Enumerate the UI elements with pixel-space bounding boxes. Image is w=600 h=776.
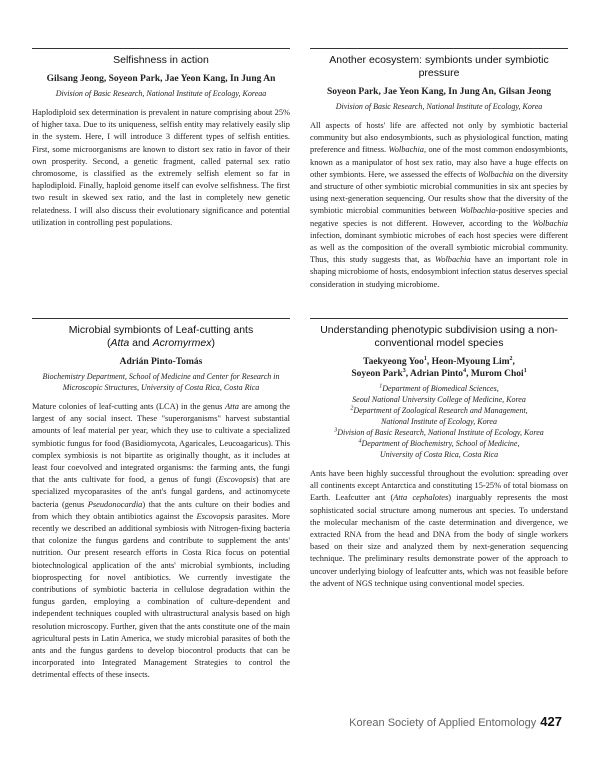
rule	[310, 318, 568, 319]
superscript: 3	[334, 427, 338, 434]
rule	[310, 48, 568, 49]
text-run: ) that are specialized mycoparasites of the ant's fungal gardens, and actinomycete bacteria (genus	[32, 475, 291, 509]
text-run: Ants have been highly successful throughout the evolution: spreading over all continents except Antarctica and constituting 15-25% of total biomass on Earth. Leafcutter ant (	[310, 469, 568, 503]
text-run: All aspects of hosts' life are affected not only by symbiotic bacterial community but also endosymbionts, such as physiological function, mating preference and fitness.	[310, 121, 568, 155]
affiliation-line	[310, 427, 568, 438]
italic-term: Acromyrmex	[152, 337, 212, 349]
affiliation-line	[310, 438, 568, 449]
italic-term: Escovopsis	[196, 511, 234, 521]
author-name: , Murom Choi	[466, 369, 524, 379]
italic-term: Atta cephalotes	[393, 493, 449, 503]
title-line: conventional model species	[374, 337, 504, 349]
text-run: parasites. More recently we described an additional symbiosis with Nitrogen-fixing bacteria that colonize the fungus gardens and contribute to supplement the ants' nutrition. Our present research efforts in Costa Rica focus on potential biotechnological application of the ants' microbial symbionts, including bioprospecting for novel antibiotics. We currently investigate the contributions of symbiotic bacteria in cellulose degradation within the fungus garden, employing a combination of culture-dependent and independent techniques coupled with ultrastructural analysis based on high resolution microscopy. Further, given that the ants constitute one of the main agricultural pests in Latin America, we study microbial parasites of both the ants and the fungus gardens to develop biocontrol products that can be incorporated into Integrated Management Strategies to control the detrimental effects of these insects.	[32, 511, 290, 680]
superscript: 4	[358, 438, 362, 445]
abstract-another-ecosystem	[310, 48, 568, 291]
italic-term: Wolbachia	[532, 218, 568, 228]
text-run: -positive species and negative species is not different. However, according to the	[310, 206, 568, 228]
text-run: )	[211, 337, 215, 349]
affiliation-line: Seoul National University College of Medicine, Korea	[352, 395, 526, 404]
title-line: Microbial symbionts of Leaf-cutting ants	[68, 324, 254, 336]
affiliation-line	[310, 383, 568, 394]
italic-term: Atta	[225, 402, 239, 411]
abstract-title: Selfishness in action	[113, 54, 209, 66]
abstract-microbial-symbionts	[32, 318, 290, 682]
rule	[32, 318, 290, 319]
abstract-authors	[310, 356, 568, 380]
text-run: Department of Biomedical Sciences,	[382, 384, 499, 393]
text-run: , one of the most common endosymbionts, known as a manipulator of host sex ratio, may also have a huge effects on other symbionts. Here, we assessed the effects of	[310, 145, 568, 179]
author-name: Taekyeong Yoo	[363, 357, 424, 367]
affiliation-line: National Institute of Ecology, Korea	[381, 417, 497, 426]
society-name: Korean Society of Applied Entomology	[349, 717, 537, 729]
abstract-title	[310, 324, 568, 350]
abstract-authors: Soyeon Park, Jae Yeon Kang, In Jung An, Gilsan Jeong	[327, 87, 551, 97]
affiliation-line	[310, 405, 568, 416]
text-run: Mature colonies of leaf-cutting ants (LCA) in the genus	[32, 402, 226, 411]
italic-term: Wolbachia	[388, 145, 424, 155]
author-line	[310, 356, 568, 368]
affiliation-line: Biochemistry Department, School of Medicine and Center for Research in	[42, 372, 280, 381]
rule	[32, 48, 290, 49]
text-run: ) that the ants culture on their bodies and from which they obtain antibiotics against the	[32, 499, 290, 521]
italic-term: Wolbachia	[477, 169, 514, 179]
italic-term: Atta	[110, 337, 130, 349]
title-line	[32, 337, 290, 350]
italic-term: Pseudonocardia	[87, 499, 143, 509]
superscript: 4	[463, 367, 467, 374]
superscript: 1	[523, 367, 527, 374]
text-run: ) inarguably represents the most sophisticated social structure among numerous ant species. To understand the molecular mechanism of the caste determination and divergence, we extracted RNA from the head and DNA from the body of single workers based on their size and analyzed them by next-generation sequencing technique. The preliminary results demonstrate power of the approach to uncover underlying biology of leafcutter ants, which was not feasible before the advent of NGS technique using conventional model species.	[310, 493, 569, 588]
abstract-affiliation	[32, 371, 290, 393]
abstract-body	[32, 401, 290, 682]
abstract-body: Haplodiploid sex determination is prevalent in nature comprising about 25% of higher taxa. Due to its uniqueness, selfish entity may relatively easily slip in the system. Here, I will introduce 3 different types of selfish entities. First, some microorganisms are known to distort sex ratio in favor of their own prosperity. Second, a genetic fragment, called paternal sex ratio chromosome, is classified as the extremely selfish element so far in haplodiploid. Finally, haploid genome itself can evolve selfishness. The first two result in skewed sex ratio, and the last in completely new genetic relatedness. I will also discuss their evolutionary significance and potential utilization in controlling pest populations.	[32, 108, 290, 227]
abstract-authors: Adrián Pinto-Tomás	[119, 357, 203, 367]
author-name: Soyeon Park	[351, 369, 403, 379]
text-run: have an important role in shaping microbiome of hosts, endosymbiont infection status deserves special consideration in studying microbiome.	[310, 255, 568, 289]
title-line: Understanding phenotypic subdivision using a non-	[320, 324, 558, 336]
abstract-phenotypic-subdivision	[310, 318, 568, 590]
superscript: 2	[509, 355, 513, 362]
affiliation-line: Microscopic Structures, University of Costa Rica, Costa Rica	[62, 383, 260, 392]
text-run: (	[107, 337, 111, 349]
superscript: 1	[423, 355, 427, 362]
abstract-affiliation: Division of Basic Research, National Institute of Ecology, Korea	[335, 102, 543, 111]
text-run: Department of Zoological Research and Management,	[353, 406, 528, 415]
italic-term: Wolbachia	[460, 206, 496, 216]
superscript: 3	[402, 367, 406, 374]
text-run: Division of Basic Research, National Institute of Ecology, Korea	[337, 428, 544, 437]
author-name: , Heon-Myoung Lim	[426, 357, 510, 367]
abstract-title: Another ecosystem: symbionts under symbiotic pressure	[329, 54, 549, 79]
page-number: 427	[540, 714, 562, 729]
abstract-body	[310, 120, 568, 291]
abstract-selfishness	[32, 48, 290, 229]
affiliation-line: University of Costa Rica, Costa Rica	[379, 450, 499, 459]
text-run: Department of Biochemistry, School of Medicine,	[361, 439, 520, 448]
italic-term: Wolbachia	[435, 255, 471, 265]
text-run: and	[129, 337, 153, 349]
abstract-title	[32, 324, 290, 350]
abstract-affiliation: Division of Basic Research, National Institute of Ecology, Koreaa	[55, 89, 267, 98]
text-run: are among the largest of any social insect. These "superorganisms" harvest substantial amounts of leaf material per year, which they use to cultivate a specialized symbiotic fungus for food (Basidiomycota, Agaricales, Leucoagaricus). This complex symbiosis is not bipartite as originally thought, as it includes at least four coevolved and integrated organisms: the farming ants, the fungi that the ants cultivate for food, a genus of fungi (	[32, 402, 290, 485]
abstract-affiliation	[310, 383, 568, 460]
abstract-body	[310, 468, 568, 590]
author-line	[310, 368, 568, 380]
text-run: infection, dominant symbiotic microbes of each host species were different as well as the composition of the overall symbiotic microbial community. Thus, this study suggests that, as	[310, 230, 568, 265]
page-footer	[349, 714, 562, 729]
italic-term: Escovopsis	[218, 475, 256, 485]
superscript: 2	[350, 405, 354, 412]
abstract-authors: Gilsang Jeong, Soyeon Park, Jae Yeon Kang, In Jung An	[46, 74, 276, 84]
text-run: ,	[512, 357, 515, 367]
text-run: on the diversity and structure of other symbiotic microbial communities in six ant species by using next-generation sequencing. Our results show that the diversity of the symbiotic microbial communities between	[310, 169, 568, 216]
superscript: 1	[379, 383, 383, 390]
author-name: , Adrian Pinto	[405, 369, 464, 379]
